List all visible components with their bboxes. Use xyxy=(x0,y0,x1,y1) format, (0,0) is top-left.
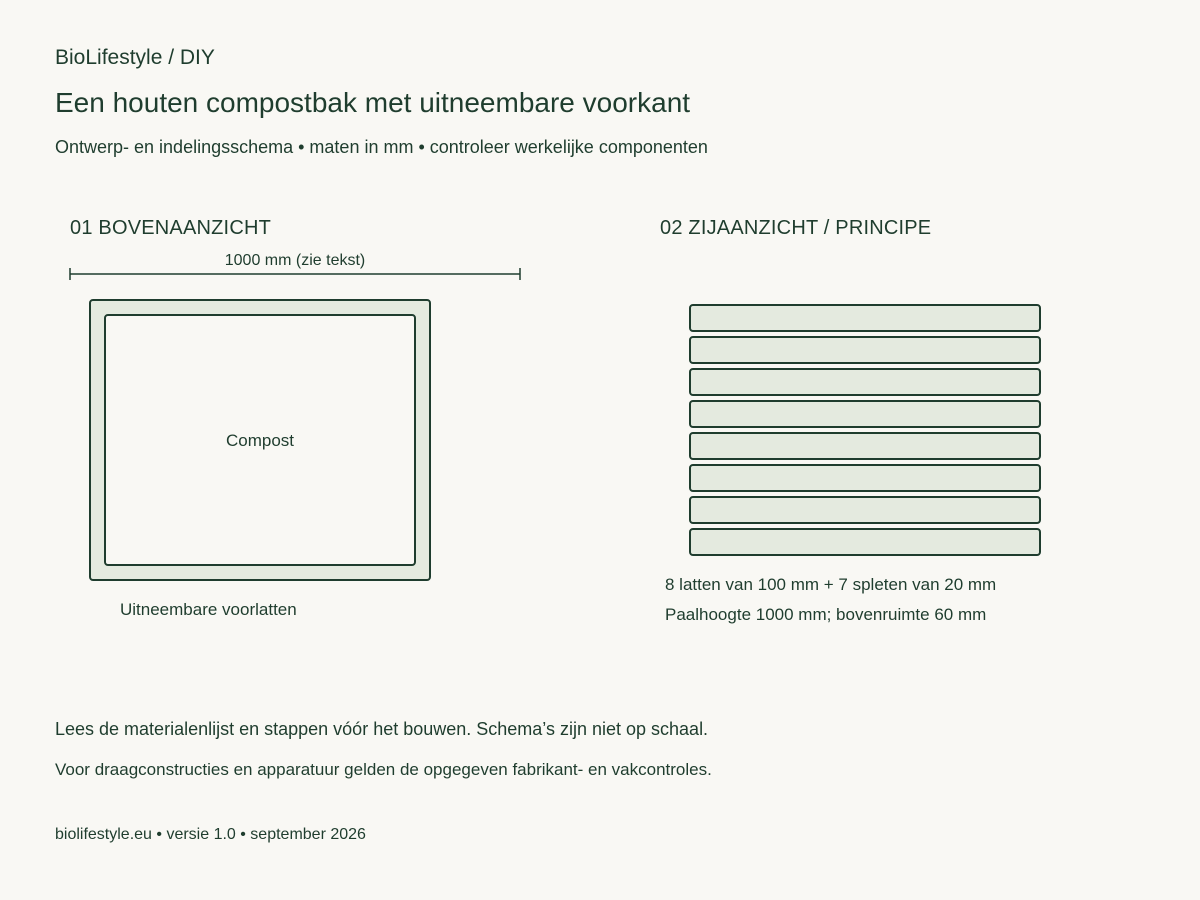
page-subtitle: Ontwerp- en indelingsschema • maten in mm • controleer werkelijke componenten xyxy=(55,137,708,157)
slat xyxy=(690,337,1040,363)
slat xyxy=(690,465,1040,491)
side-view-heading: 02 ZIJAANZICHT / PRINCIPE xyxy=(660,217,932,239)
slat xyxy=(690,369,1040,395)
front-slats-label: Uitneembare voorlatten xyxy=(120,600,297,619)
page-title: Een houten compostbak met uitneembare voorkant xyxy=(55,87,691,118)
top-view-heading: 01 BOVENAANZICHT xyxy=(70,217,272,239)
dimension-label: 1000 mm (zie tekst) xyxy=(224,252,366,269)
compost-label: Compost xyxy=(225,431,295,450)
dimension-line xyxy=(70,268,520,280)
slat-spec-text: 8 latten van 100 mm + 7 spleten van 20 mm xyxy=(665,575,997,594)
slat xyxy=(690,497,1040,523)
footer-text: biolifestyle.eu • versie 1.0 • september 2026 xyxy=(55,826,366,843)
safety-note: Voor draagconstructies en apparatuur gelden de opgegeven fabrikant- en vakcontroles. xyxy=(55,760,712,779)
slat xyxy=(690,529,1040,555)
build-note: Lees de materialenlijst en stappen vóór het bouwen. Schema’s zijn niet op schaal. xyxy=(55,719,709,739)
slat xyxy=(690,433,1040,459)
slat xyxy=(690,401,1040,427)
post-height-text: Paalhoogte 1000 mm; bovenruimte 60 mm xyxy=(665,605,987,624)
brand-breadcrumb: BioLifestyle / DIY xyxy=(55,46,215,69)
slat xyxy=(690,305,1040,331)
side-view-slats xyxy=(690,305,1040,555)
